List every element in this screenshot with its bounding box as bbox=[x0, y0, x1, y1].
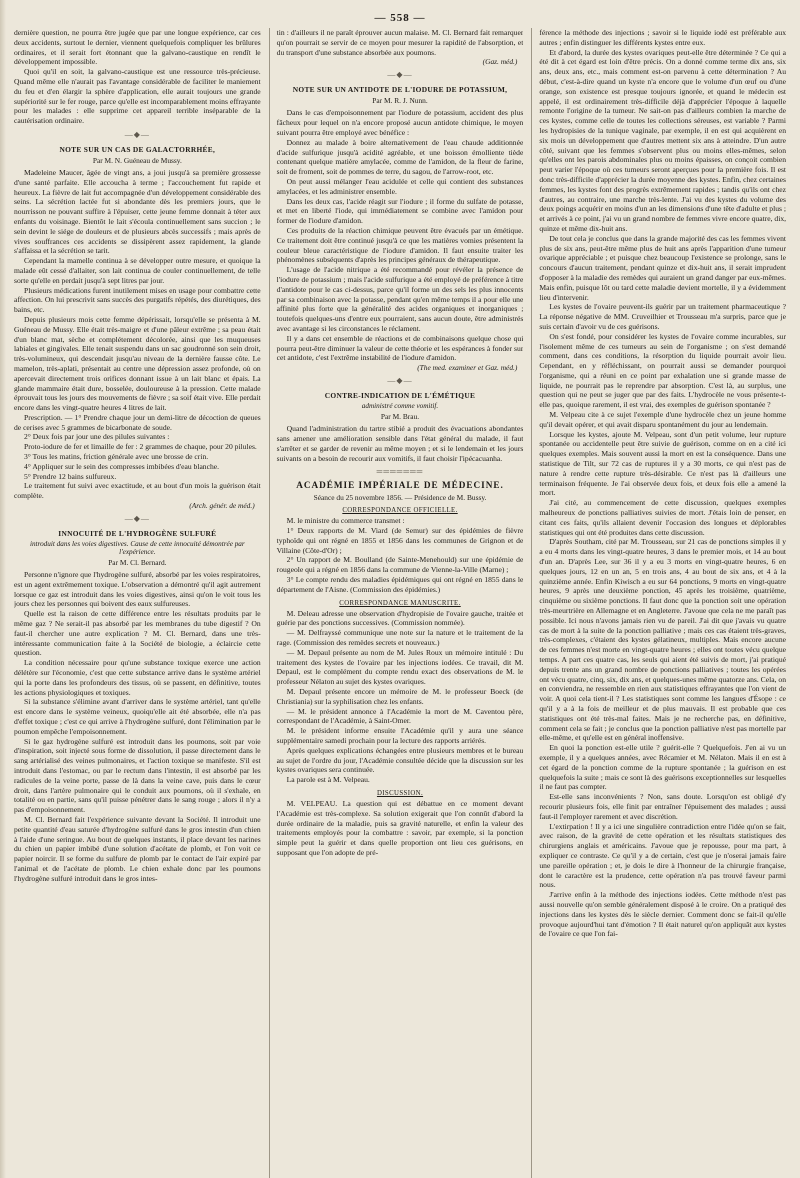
paragraph: Si le gaz hydrogène sulfuré est introduit dans les poumons, soit par voie d'inspiration, soit injecté sous forme de dissolution, il passe directement dans le sang artérialisé des veines pulmonaires, et l'action toxique se manifeste. S'il est introduit dans l'estomac, ou par le rectum dans l'intestin, il est absorbé par les radicules de la veine porte, passe de là dans la veine cave, puis dans le cœur droit, dans l'artère pulmonaire qui le conduit aux poumons, où il s'exhale, en totalité ou en partie, sans qu'il puisse pénétrer dans le sang rouge ; alors il n'y a pas d'empoisonnement. bbox=[14, 736, 261, 815]
text-columns bbox=[14, 28, 786, 1178]
page-number: — 558 — bbox=[374, 12, 426, 24]
paragraph: 4° Appliquer sur le sein des compresses imbibées d'eau blanche. bbox=[24, 461, 220, 471]
paragraph: 2° Un rapport de M. Boulland (de Sainte-Menehould) sur une épidémie de rougeole qui a régné en 1856 dans la commune de Vienne-la-Ville (Marne) ; bbox=[276, 555, 524, 575]
paragraph: La condition nécessaire pour qu'une substance toxique exerce une action délétère sur l'économie, c'est que cette substance arrive dans le système artériel qui la porte dans les profondeurs des tissus, où se passent, en définitive, toutes les actions physiologiques et toxiques. bbox=[14, 658, 261, 697]
article-subtitle: administré comme vomitif. bbox=[361, 402, 439, 411]
paragraph: Lorsque les kystes, ajoute M. Velpeau, sont d'un petit volume, leur rupture spontanée ou accidentelle peut être suivie de guérison, comme on en a cité ici quelques exemples. Mais souvent aussi la mort en est la conséquence. Dans une statistique de Tilt, sur 72 cas de ruptures il y a 30 morts, ce qui n'est pas de nature à rendre cette rupture très-désirable. Ce n'est pas là d'ailleurs une terminaison fréquente. Je l'ai observée deux fois, et deux fois elle a amené la mort. bbox=[539, 429, 787, 498]
article-title: NOTE SUR UN CAS DE GALACTORRHÉE, bbox=[59, 144, 216, 154]
paragraph: — M. Delfrayssé communique une note sur la nature et le traitement de la rage. (Commission des remèdes secrets et nouveaux.) bbox=[276, 628, 524, 648]
article-author: Par M. R. J. Nunn. bbox=[372, 96, 428, 106]
session-info: Séance du 25 novembre 1856. — Présidence de M. Bussy. bbox=[313, 493, 487, 503]
paragraph: On s'est fondé, pour considérer les kystes de l'ovaire comme incurables, sur l'isolement même de ces tumeurs au sein de l'organisme ; on s'est demandé comment, dans ces conditions, la résorption du liquide pourrait avoir lieu. Cependant, en y réfléchissant, on pourrait aussi se demander pourquoi l'organisme, qui a réuni en ce point par exhalation une si grande masse de liquide, ne pourrait pas le reprendre par absorption. C'est là, au surplus, une question qui ne peut se juger que par des faits. L'hydrocèle ne vous présente-t-elle pas, quoique rarement, il est vrai, des exemples de guérison spontanée ? bbox=[539, 331, 787, 410]
paragraph: — M. Depaul présente au nom de M. Jules Roux un mémoire intitulé : Du traitement des kystes de l'ovaire par les injections iodées. Ce travail, dit M. Depaul, est le complément du compte rendu exact des observations de M. le professeur Nélaton au sujet des kystes ovariques. bbox=[276, 647, 524, 687]
subsection-heading: CORRESPONDANCE MANUSCRITE. bbox=[339, 599, 461, 607]
paragraph: M. VELPEAU. La question qui est débattue en ce moment devant l'Académie est très-complexe. Sa solution exigerait que l'on connût d'abord la durée ordinaire de la maladie, puis sa gravité naturelle, et enfin la valeur des traitements employés pour la combattre : savoir, par exemple, si la ponction simple peut la guérir et dans quelle proportion ont lieu ces guérisons, en supposant que l'on adopte de pré- bbox=[276, 799, 524, 857]
article-title: INNOCUITÉ DE L'HYDROGÈNE SULFURÉ bbox=[58, 529, 217, 539]
paragraph: 1° Deux rapports de M. Viard (de Semur) sur des épidémies de fièvre typhoïde qui ont régné en 1855 et 1856 dans les communes de Grignon et de Villaine (Côte-d'Or) ; bbox=[276, 526, 524, 555]
paragraph: De tout cela je conclus que dans la grande majorité des cas les femmes vivent plus de six ans, peut-être même plus de huit ans après l'apparition d'une tumeur ovarique appréciable ; et puisque chez beaucoup l'existence se prolonge, sans le concours d'aucun traitement, pendant quinze et dix-huit ans, il serait imprudent d'opposer à la maladie des remèdes qui auraient un grand danger par eux-mêmes. Mais enfin, puisque lôt ou tard cette maladie devient mortelle, il y a évidemment lieu d'intervenir. bbox=[539, 233, 787, 302]
paragraph: Quoi qu'il en soit, la galvano-caustique est une ressource très-précieuse. Quand même elle n'aurait pas l'avantage considérable de faciliter le maniement du feu et d'en élargir la sphère d'application, elle aurait toujours une grande supériorité sur le fer rouge, parce qu'elle est incomparablement moins effrayante pour les malades : elle supprime cet appareil terrible inséparable de la cautérisation ordinaire. bbox=[14, 67, 261, 126]
paragraph: Cependant la mamelle continua à se développer outre mesure, et quoique la malade eût cessé d'allaiter, son lait continua de couler continuellement, de telle sorte qu'elle en perdait jusqu'à sept litres par jour. bbox=[14, 256, 261, 285]
paragraph: M. Deleau adresse une observation d'hydropisie de l'ovaire gauche, traitée et guérie par des ponctions successives. (Commission nommée). bbox=[276, 608, 524, 628]
article-author: Par M. Cl. Bernard. bbox=[108, 558, 167, 568]
paragraph: L'extirpation ! Il y a ici une singulière contradiction entre l'idée qu'on se fait, avec raison, de la gravité de cette opération et les résultats statistiques des chirurgiens anglais et américains. J'avoue que je repousse, pour ma part, à expliquer ce contraste. Ce qu'il y a de certain, c'est que je n'oserai jamais faire une pareille opération ; et, je dois le dire à l'honneur de la chirurgie française, dont le caractère est la prudence, cette opération n'a pas trouvé faveur parmi nous. bbox=[539, 821, 787, 890]
subsection-heading: DISCUSSION. bbox=[376, 790, 424, 798]
paragraph: Il y a dans cet ensemble de réactions et de combinaisons quelque chose qui pourra peut-être diminuer la valeur de cette théorie et les espérances à fonder sur cet antidote, c'est l'extrême instabilité de l'iodure d'amidon. bbox=[276, 333, 524, 363]
article-source: (Gaz. méd.) bbox=[482, 57, 518, 67]
article-title: CONTRE-INDICATION DE L'ÉMÉTIQUE bbox=[324, 391, 476, 401]
paragraph: M. Depaul présente encore un mémoire de M. le professeur Boeck (de Christiania) sur la syphilisation chez les enfants. bbox=[276, 687, 524, 706]
section-divider: —◆— bbox=[124, 129, 150, 139]
paragraph: Les kystes de l'ovaire peuvent-ils guérir par un traitement pharmaceutique ? La réponse négative de MM. Cruveilhier et Trousseau m'a surpris, parce que je suis certain d'avoir vu de ces guérisons. bbox=[539, 302, 787, 331]
article-author: Par M. N. Guéneau de Mussy. bbox=[92, 155, 182, 165]
paragraph: L'usage de l'acide nitrique a été recommandé pour révéler la présence de l'iodure de potassium ; mais l'acide sulfurique a été employé de préférence à titre d'antidote pour le cas ci-dessus, parce qu'il forme un des sels les plus innocents par sa combinaison avec la potasse, pendant qu'en même temps il a pour elle une affinité plus forte que la généralité des acides organiques et inorganiques ; toutefois quelques-uns d'entre eux pourraient, sans aucun doute, être administrés avec avantage si les circonstances le réclament. bbox=[276, 265, 524, 333]
paragraph: 3° Tous les matins, friction générale avec une brosse de crin. bbox=[24, 452, 209, 462]
paragraph: Madeleine Maucer, âgée de vingt ans, a joui jusqu'à sa première grossesse d'une santé parfaite. Elle accoucha à terme ; l'accouchement fut rapide et heureux. La fièvre de lait fut accompagnée d'un développement considérable des seins. La sécrétion lactée fut si abondante dès les premiers jours, que le nourrisson ne pouvant suffire à l'épuiser, cette jeune femme donnait à téter aux enfants du voisinage. Bientôt le lait s'écoula continuellement sans succion ; le sein devint le siége de douleurs et de plusieurs abcès successifs ; mais après de vives souffrances ces accidents se dissipèrent assez rapidement, la glande s'affaissa et la sécrétion se tarit. bbox=[14, 167, 261, 256]
section-divider: —◆— bbox=[124, 514, 150, 524]
paragraph: Proto-iodure de fer et limaille de fer : 2 grammes de chaque, pour 20 pilules. bbox=[24, 442, 257, 452]
paragraph: 2° Deux fois par jour une des pilules suivantes : bbox=[24, 432, 170, 442]
paragraph: On peut aussi mélanger l'eau acidulée et celle qui contient des substances amylacées, et les administrer ensemble. bbox=[276, 176, 524, 196]
paragraph: Ces produits de la réaction chimique peuvent être évacués par un émétique. Ce traitement doit être continué jusqu'à ce que les matières vomies présentent la couleur bleue caractéristique de l'iodure d'amidon. Il faut ensuite traiter les phénomènes subséquents d'après les principes généraux de thérapeutique. bbox=[276, 225, 524, 265]
paragraph: M. le président informe ensuite l'Académie qu'il y aura une séance supplémentaire samedi prochain pour la lecture des rapports arriérés. bbox=[276, 726, 524, 746]
paragraph: — M. le président annonce à l'Académie la mort de M. Caventou père, correspondant de l'Académie, à Saint-Omer. bbox=[276, 706, 524, 726]
paragraph: 5° Prendre 12 bains sulfureux. bbox=[24, 471, 117, 481]
paragraph: Quand l'administration du tartre stibié a produit des évacuations abondantes sans amener une amélioration sensible dans l'état général du malade, il faut s'arrêter et se garder de revenir au même moyen ; et si le lendemain et les jours suivants on a besoin de recourir aux vomitifs, il faut choisir l'ipécacuanha. bbox=[276, 424, 524, 463]
paragraph: Depuis plusieurs mois cette femme dépérissait, lorsqu'elle se présenta à M. Guéneau de Mussy. Elle était très-maigre et d'une pâleur extrême ; sa peau était d'un blanc mat, sèche et complétement décolorée, ainsi que les muqueuses labiales et gingivales. Elle tenait suspendu dans un sac goudronné son sein droit, très-volumineux, qui descendait jusqu'au niveau de la dernière fausse côte. Le mamelon, très-aplati, présentait au centre une dépression assez profonde, où on apercevait directement trois orifices donnant issue à un lait blanc et épais. La glande mammaire était dure, bosselée, douloureuse à la pression. Cette malade éprouvait tous les jours des mouvements de fièvre ; sa soif était vive. Elle perdait encore dans les vingt-quatre heures 4 litres de lait. bbox=[14, 314, 261, 413]
paragraph: dernière question, ne pourra être jugée que par une longue expérience, car ces deux accidents, surtout le dernier, viennent quelquefois compliquer les brûlures ordinaires, et il serait fort étonnant que la galvano-caustique en rendît le développement impossible. bbox=[14, 28, 261, 67]
paragraph: M. le ministre du commerce transmet : bbox=[286, 516, 405, 526]
page-edge-shadow bbox=[0, 0, 6, 1178]
paragraph: J'arrive enfin à la méthode des injections iodées. Cette méthode n'est pas aussi nouvelle qu'on semble généralement disposé à le croire. On a pratiqué des injections dans les kystes dès le siècle dernier. Comment donc se fait-il qu'elle provoque aujourd'hui tant d'émotion ? Il était naturel qu'on appliquât aux kystes de l'ovaire ce que l'on fai- bbox=[539, 890, 787, 939]
section-divider: —◆— bbox=[387, 376, 413, 386]
paragraph: En quoi la ponction est-elle utile ? guérit-elle ? Quelquefois. J'en ai vu un exemple, il y a quelques années, avec Récamier et M. Nélaton. Mais il en est à cet égard de la ponction comme de la rupture spontanée ; la guérison en est quelquefois la suite ; mais ce sont là des guérisons exceptionnelles sur lesquelles il ne faut pas compter. bbox=[539, 743, 787, 792]
paragraph: Dans les deux cas, l'acide réagit sur l'iodure ; il forme du sulfate de potasse, et met en liberté l'iode, qui immédiatement se combine avec l'amidon pour former de l'iodure d'amidon. bbox=[276, 196, 524, 226]
article-author: Par M. Brau. bbox=[380, 412, 420, 422]
article-source: (The med. examiner et Gaz. méd.) bbox=[417, 363, 518, 373]
paragraph: Quelle est la raison de cette différence entre les résultats produits par le même gaz ? Ne serait-il pas absorbé par les membranes du tube digestif ? On faut-il chercher une autre explication ? M. Cl. Bernard, dans une très-intéressante communication faite à la Société de biologie, a éclaircie cette question. bbox=[14, 609, 261, 658]
paragraph: M. Cl. Bernard fait l'expérience suivante devant la Société. Il introduit une petite quantité d'eau saturée d'hydrogène sulfuré dans le gros intestin d'un chien à l'aide d'une seringue. Au bout de quelques instants, il place devant les narines du chien un papier imbibé d'une solution d'acétate de plomb, et l'on voit ce papier noircir. Il se forme du sulfure de plomb par le contact de l'air expiré par l'animal et de l'acétate de plomb. Le chien exhale donc par les poumons l'hydrogène sulfuré introduit dans le gros intes- bbox=[14, 814, 261, 883]
paragraph: Le traitement fut suivi avec exactitude, et au bout d'un mois la guérison était complète. bbox=[14, 481, 261, 501]
column-2 bbox=[269, 28, 524, 1178]
paragraph: Est-elle sans inconvénients ? Non, sans doute. Lorsqu'on est obligé d'y recourir plusieurs fois, elle finit par entraîner l'épuisement des malades ; aussi faut-il l'employer rarement et avec discrétion. bbox=[539, 792, 787, 821]
paragraph: Plusieurs médications furent inutilement mises en usage pour combattre cette affection. On lui prescrivit sans succès des purgatifs répétés, des diurétiques, des bains, etc. bbox=[14, 285, 261, 315]
paragraph: tin : d'ailleurs il ne paraît éprouver aucun malaise. M. Cl. Bernard fait remarquer qu'on pourrait se servir de ce moyen pour mesurer la rapidité de l'absorption, et du transport d'une substance absorbée aux poumons. bbox=[276, 28, 524, 57]
article-source: (Arch. génér. de méd.) bbox=[189, 501, 255, 511]
paragraph: 3° Le compte rendu des maladies épidémiques qui ont régné en 1855 dans le département de l'Aisne. (Commission des épidémies.) bbox=[276, 575, 524, 594]
academy-heading: ACADÉMIE IMPÉRIALE DE MÉDECINE. bbox=[296, 480, 504, 491]
paragraph: Personne n'ignore que l'hydrogène sulfuré, absorbé par les voies respiratoires, est un agent extrêmement toxique. L'observation a démontré qu'il agit autrement lorsque ce gaz est introduit dans les voies digestives, ainsi qu'on le voit tous les jours chez les personnes qui boivent des eaux sulfureuses. bbox=[14, 570, 261, 609]
paragraph: Et d'abord, la durée des kystes ovariques peut-elle être déterminée ? Ce qui a été dit à cet égard est loin d'être précis. On a donné comme terme dix ans, six ans, deux ans, etc., mais comment est-on parvenu à cette détermination ? Au début, c'est-à-dire quand un kyste n'a encore que le volume d'un œuf ou d'une orange, son existence est presque toujours ignorée, et quand le médecin est appelé, il est ordinairement très-difficile déjà d'apprécier l'époque à laquelle remonte l'origine de la tumeur. Ne sait-on pas d'ailleurs combien la marche de ces kystes, comme celle de toutes les collections séreuses, est variable ? Parmi les hydropisies de la tunique vaginale, par exemple, il en est qui acquièrent en six mois un développement que d'autres mettent six ans à atteindre. D'un autre côté, suivant que les femmes s'observent plus ou moins elles-mêmes, selon qu'elles ont les parois abdominales plus ou moins épaisses, on conçoit combien peut varier l'époque où ces tumeurs seront aperçues pour la première fois. Il est donc très-difficile d'apprécier la durée moyenne des kystes. Enfin, chez certaines femmes, les kystes font des progrès extrêmement rapides ; tandis qu'ils ont chez d'autres, au contraire, une marche très-lente. J'ai vu des kystes du volume des deux poings acquérir en moins d'un an les dimensions d'une tête d'adulte et plus ; et arrivés à ce point, j'ai vu un grand nombre de femmes vivre encore quatre, dix, quinze et même dix-huit ans. bbox=[539, 47, 787, 233]
paragraph: Donnez au malade à boire alternativement de l'eau chaude additionnée d'acide sulfurique jusqu'à acidité agréable, et une boisson émolliente tiède contenant quelque matière amylacée, comme de l'amidon, de la fleur de farine, soit de froment, soit de pommes de terre, du sagou, de l'arrow-root, etc. bbox=[276, 137, 524, 177]
article-title: NOTE SUR UN ANTIDOTE DE L'IODURE DE POTASSIUM, bbox=[292, 85, 508, 95]
paragraph: Si la substance s'élimine avant d'arriver dans le système artériel, tant qu'elle est encore dans le système veineux, quoiqu'elle ait été absorbée, elle n'a pas d'effet toxique ; c'est ce qui arrive à l'hydrogène sulfuré, dont l'élimination par le poumon empêche l'empoisonnement. bbox=[14, 697, 261, 736]
paragraph: Après quelques explications échangées entre plusieurs membres et le bureau au sujet de l'ordre du jour, l'Académie consultée décide que la discussion sur les kystes ovariques sera continuée. bbox=[276, 745, 524, 775]
paragraph: La parole est à M. Velpeau. bbox=[286, 775, 370, 785]
paragraph: D'après Southam, cité par M. Trousseau, sur 21 cas de ponctions simples il y a eu 4 morts dans les vingt-quatre heures, 3 dans le premier mois, et 14 au bout d'un an. D'après Lee, sur 36 il y a eu 3 morts en vingt-quatre heures, 6 en quelques jours, 12 en un an, 5 en trois ans, 4 au bout de six ans, et 4 à la quinzième année. Enfin Kiwisch a eu sur 64 ponctions, 9 morts en vingt-quatre heures, 9 après une deuxième ponction, 45 après les troisième, quatrième, cinquième ou sixième ponctions. Il faut donc que la ponction soit une opération très-meurtrière en Allemagne et en Angleterre. J'avoue que cela ne me paraît pas possible. Ici nous n'avons jamais rien vu de pareil. J'ai dit que j'avais vu quatre cas de mort à la suite de la ponction palliative ; mais ces cas étaient très-graves, très-complexes, c'étaient des kystes gélatineux, multiples. Mais encore aucune de ces femmes n'est morte en vingt-quatre heures ; elles ont toutes vécu quelque temps. A part ces quatre cas, les seuls qui aient été suivis de mort, j'ai pratiqué depuis trente ans un grand nombre de ponctions palliatives ; toutes les opérées ont vécu quatre, cinq, six, dix ans, et quelques-unes même quatorze ans. Cela, on en conviendra, ne ressemble en rien aux statistiques effrayantes que l'on vient de voir. A quoi cela tient-il ? Les statistiques sont comme les langues d'Ésope : ce qu'il y a à la fois de meilleur et de plus mauvais. Il est probable que ces statistiques ont été très-mal faites. Mais je ne recherche pas, en définitive, comment cela se fait ; je conclus que la ponction palliative n'est pas mortelle par elle-même, et qu'elle est en général inoffensive. bbox=[539, 537, 787, 743]
paragraph: J'ai cité, au commencement de cette discussion, quelques exemples malheureux de ponctions palliatives suivies de mort. J'étais loin de penser, en citant ces faits, qu'ils allaient devenir l'occasion des longues et déplorables statistiques qui ont été produites dans cette discussion. bbox=[539, 498, 787, 537]
paragraph: M. Velpeau cite à ce sujet l'exemple d'une hydrocèle chez un jeune homme qu'il devait opérer, et qui avait disparu spontanément du jour au lendemain. bbox=[539, 410, 787, 429]
paragraph: férence la méthode des injections ; savoir si le liquide iodé est préférable aux autres ; enfin distinguer les différents kystes entre eux. bbox=[539, 28, 787, 47]
article-subtitle: introduit dans les voies digestives. Cause de cette innocuité démontrée par l'expérience. bbox=[29, 540, 245, 557]
paragraph: Dans le cas d'empoisonnement par l'iodure de potassium, accident des plus fâcheux pour lequel on n'a encore proposé aucun antidote chimique, le moyen suivant pourra être employé avec bénéfice : bbox=[276, 108, 524, 137]
column-1 bbox=[14, 28, 261, 1178]
section-divider: —◆— bbox=[387, 70, 413, 80]
subsection-heading: CORRESPONDANCE OFFICIELLE. bbox=[342, 507, 458, 515]
section-divider: ═══════ bbox=[376, 467, 424, 477]
paragraph: Prescription. — 1° Prendre chaque jour un demi-litre de décoction de queues de cerises avec 5 grammes de bicarbonate de soude. bbox=[14, 412, 261, 432]
column-3 bbox=[531, 28, 786, 1178]
